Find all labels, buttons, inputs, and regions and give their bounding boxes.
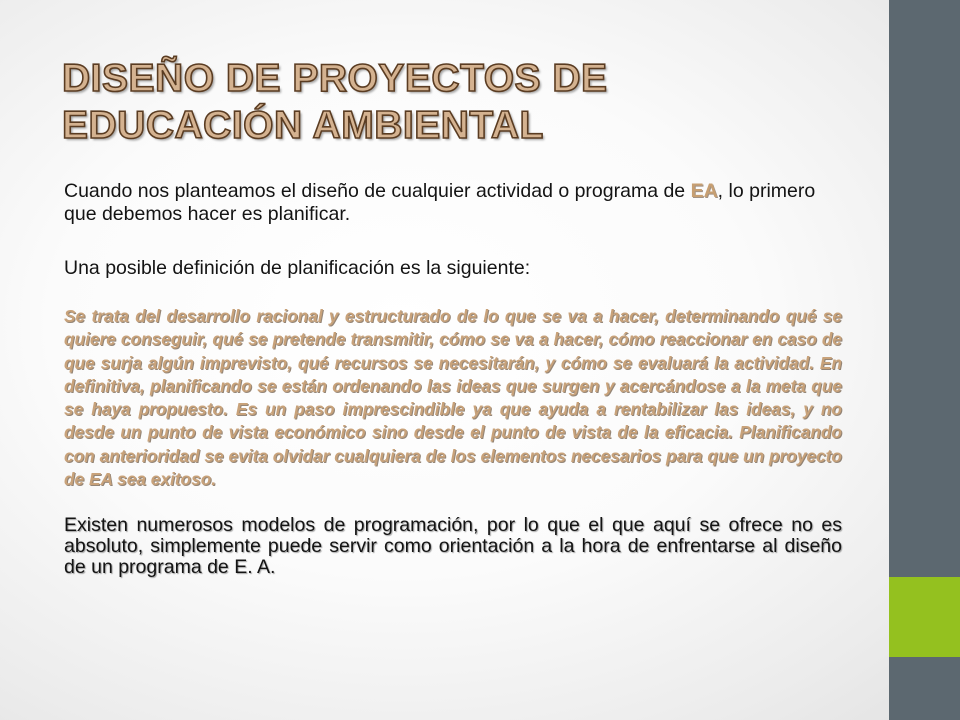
definition-quote: Se trata del desarrollo racional y estructurado de lo que se va a hacer, determinando qué se quiere conseguir, qué se pretende transmitir, cómo se va a hacer, cómo reaccionar en caso de que surja algún imprevisto, qué recursos se necesitarán, y cómo se evaluará la actividad. En definitiva, planificando se están ordenando las ideas que surgen y acercándose a la meta que se haya propuesto. Es un paso imprescindible ya que ayuda a rentabilizar las ideas, y no desde un punto de vista económico sino desde el punto de vista de la eficacia. Planificando con anterioridad se evita olvidar cualquiera de los elementos necesarios para que un proyecto de EA sea exitoso. — [64, 306, 842, 490]
slide-title — [62, 55, 862, 149]
intro-text-before: Cuando nos planteamos el diseño de cualquier actividad o programa de — [64, 180, 691, 202]
definition-intro: Una posible definición de planificación es la siguiente: — [64, 257, 531, 279]
slide-content — [64, 180, 842, 578]
intro-text-after: , lo primero que debemos hacer es planificar. — [64, 180, 816, 225]
title-line-1: DISEÑO DE PROYECTOS DE — [62, 57, 608, 100]
intro-paragraph — [64, 180, 842, 226]
intro-highlight-ea: EA — [690, 180, 718, 202]
closing-paragraph: Existen numerosos modelos de programación, por lo que el que aquí se ofrece no es absoluto, simplemente puede servir como orientación a la hora de enfrentarse al diseño de un programa de E. A. — [64, 514, 842, 579]
side-accent-decoration — [889, 577, 960, 657]
title-line-2: EDUCACIÓN AMBIENTAL — [62, 104, 544, 147]
